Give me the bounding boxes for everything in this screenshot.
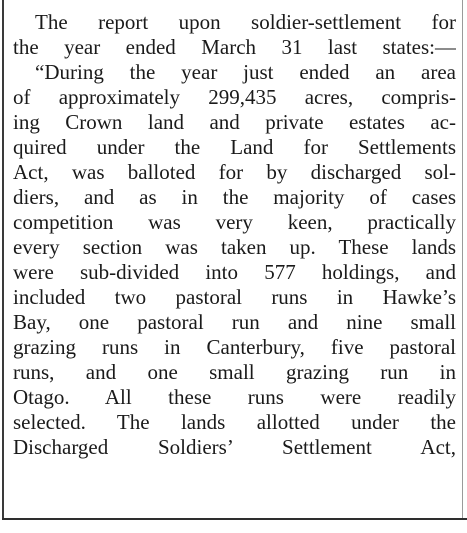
article-line: The report upon soldier-settlement for	[35, 10, 456, 34]
article-line: were sub-divided into 577 holdings, and	[13, 260, 456, 284]
article-line: Bay, one pastoral run and nine small	[13, 310, 456, 334]
article-line: every section was taken up. These lands	[13, 235, 456, 259]
article-line: the year ended March 31 last states:—	[13, 35, 456, 59]
article-line: ing Crown land and private estates ac-	[13, 110, 456, 134]
article-line: Act, was balloted for by discharged sol-	[13, 160, 456, 184]
article-line: runs, and one small grazing run in	[13, 360, 456, 384]
article-line: competition was very keen, practically	[13, 210, 456, 234]
column-rule-right	[462, 0, 463, 520]
article-line: “During the year just ended an area	[35, 60, 456, 84]
article-line: included two pastoral runs in Hawke’s	[13, 285, 456, 309]
article-line: quired under the Land for Settlements	[13, 135, 456, 159]
article-line: Discharged Soldiers’ Settlement Act,	[13, 435, 456, 459]
article-line: grazing runs in Canterbury, five pastoral	[13, 335, 456, 359]
column-rule-bottom	[2, 518, 467, 520]
article-line: Otago. All these runs were readily	[13, 385, 456, 409]
article-line: diers, and as in the majority of cases	[13, 185, 456, 209]
article-line: selected. The lands allotted under the	[13, 410, 456, 434]
article-line: of approximately 299,435 acres, compris-	[13, 85, 456, 109]
column-rule-left	[2, 0, 4, 520]
